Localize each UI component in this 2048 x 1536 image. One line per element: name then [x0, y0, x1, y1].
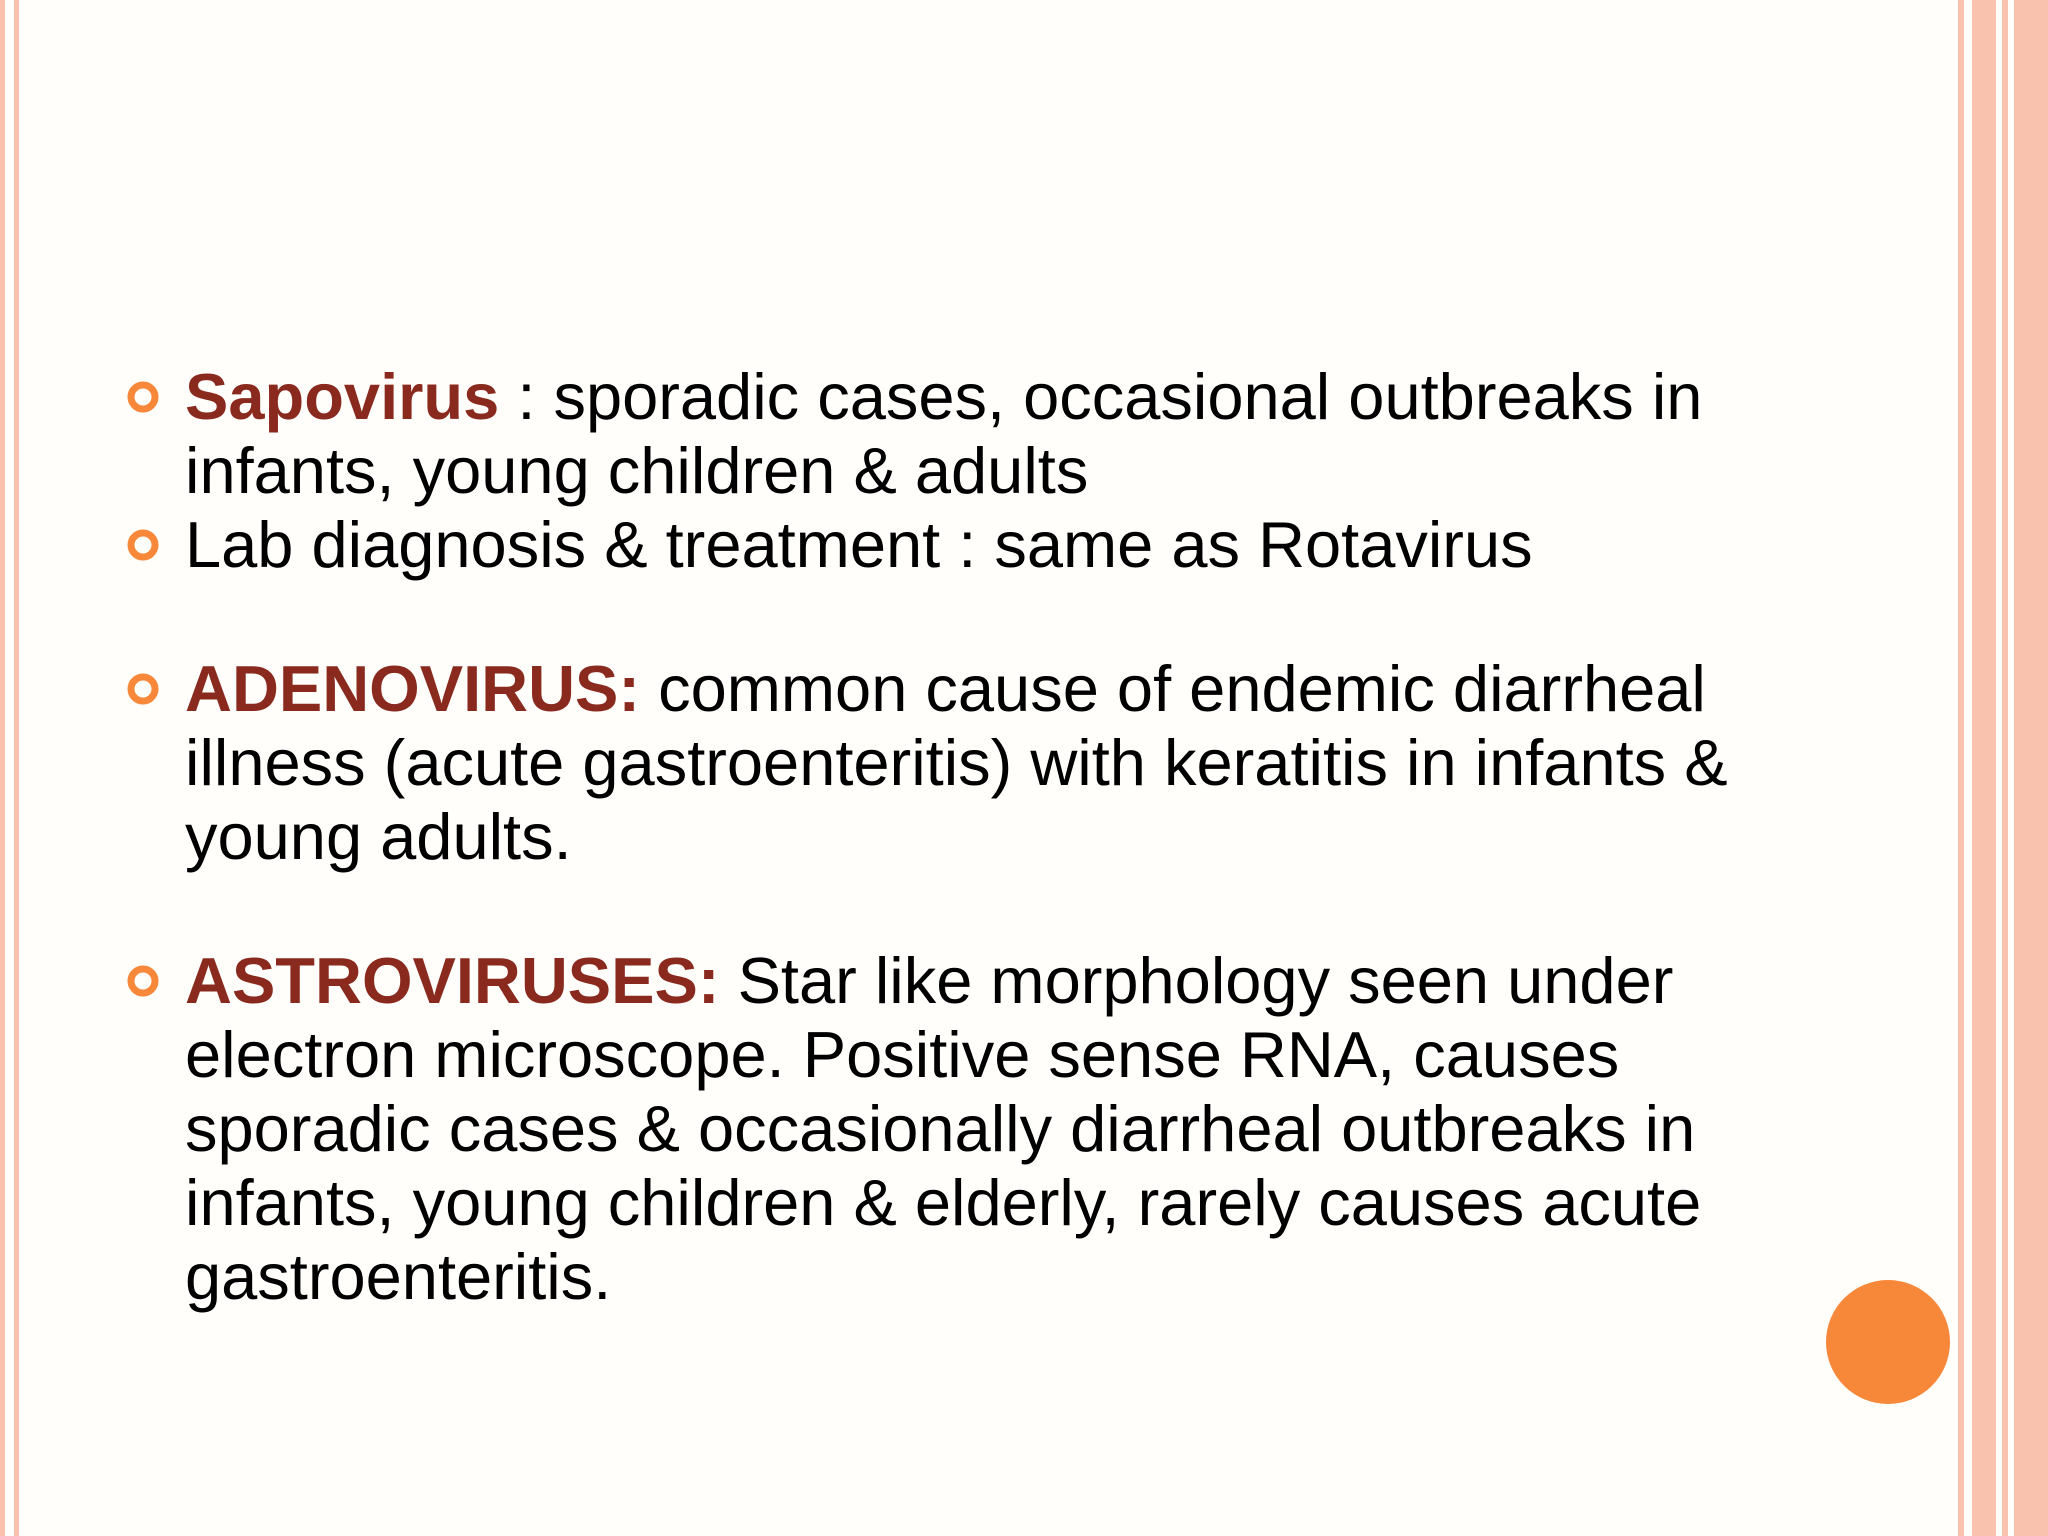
bullet-item-astroviruses — [126, 944, 1806, 1314]
bullet-text: : sporadic cases, occasional outbreaks in infants, young children & adults — [185, 360, 1703, 507]
bullet-item-sapovirus — [126, 360, 1806, 508]
orange-circle-icon — [1826, 1280, 1950, 1404]
bullet-term: ADENOVIRUS: — [185, 652, 641, 725]
left-border-stripe — [14, 0, 19, 1536]
bullet-item-lab-diagnosis — [126, 508, 1806, 582]
bullet-list — [126, 360, 1806, 1314]
right-border-stripe — [1958, 0, 1964, 1536]
bullet-text: Lab diagnosis & treatment : same as Rotavirus — [185, 508, 1533, 581]
bullet-term: Sapovirus — [185, 360, 500, 433]
right-border-stripe — [2002, 0, 2008, 1536]
bullet-text: common cause of endemic diarrheal illness (acute gastroenteritis) with keratitis in infants & young adults. — [185, 652, 1728, 873]
bullet-item-adenovirus — [126, 652, 1806, 874]
bullet-term: ASTROVIRUSES: — [185, 944, 720, 1017]
hollow-circle-bullet-icon — [126, 672, 160, 706]
right-border-stripe — [1972, 0, 1996, 1536]
hollow-circle-bullet-icon — [126, 528, 160, 562]
left-border-stripe — [0, 0, 5, 1536]
bullet-text: Star like morphology seen under electron microscope. Positive sense RNA, causes sporadic cases & occasionally diarrheal outbreaks in infants, young children & elderly, rarely causes acute gastroenteritis. — [185, 944, 1702, 1313]
hollow-circle-bullet-icon — [126, 964, 160, 998]
right-border-stripe — [2014, 0, 2048, 1536]
hollow-circle-bullet-icon — [126, 380, 160, 414]
